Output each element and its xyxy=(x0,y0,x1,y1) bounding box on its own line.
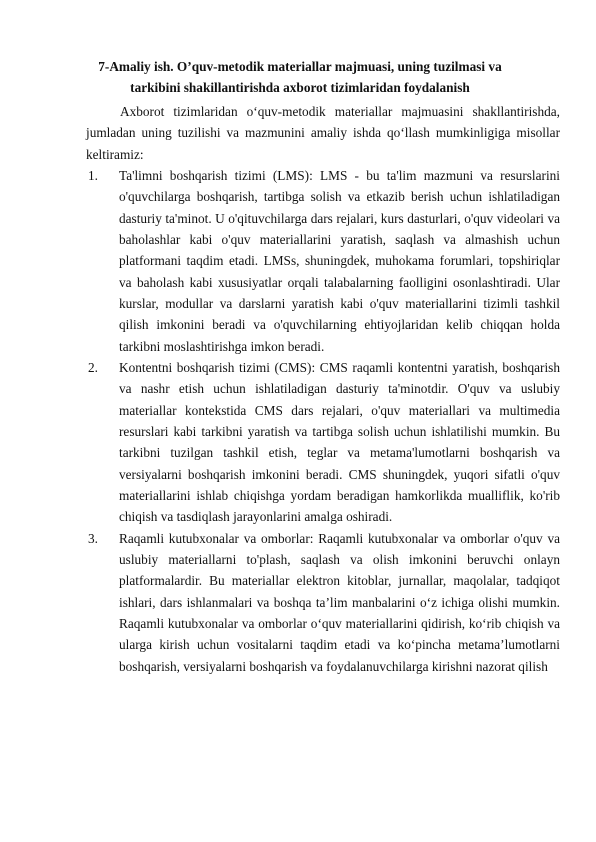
numbered-list xyxy=(86,165,560,677)
list-item-number: 2. xyxy=(88,359,98,375)
title-line-2: tarkibini shakillantirishda axborot tizimlaridan foydalanish xyxy=(130,80,470,95)
list-item-number: 1. xyxy=(88,168,98,183)
page-title xyxy=(80,56,520,98)
list-item-text: Raqamli kutubxonalar va omborlar: Raqamli kutubxonalar va omborlar o'quv va uslubiy materiallarni to'plash, saqlash va olish imkonini beruvchi onlayn platformalardir. Bu materiallar elektron kitoblar, jurnallar, maqolalar, tadqiqot ishlari, dars ishlanmalari va boshqa ta’lim manbalarini o‘z ichiga olishi mumkin. Raqamli kutubxonalar va omborlar o‘quv materiallarini qidirish, ko‘rib chiqish va ularga kirish uchun vositalarni taqdim etadi va ko‘pincha metama’lumotlarni boshqarish, versiyalarni boshqarish va foydalanuvchilarga kirishni nazorat qilish xyxy=(119,530,560,674)
list-item-number: 3. xyxy=(88,530,98,546)
list-item-text: Kontentni boshqarish tizimi (CMS): CMS raqamli kontentni yaratish, boshqarish va nashr etish uchun ishlatiladigan dasturiy ta'minotdir. O'quv va uslubiy materiallar kontekstida CMS dars rejalari, o'quv materiallari va multimedia resurslari kabi tarkibni yaratish va tartibga solish uchun ishlatilishi mumkin. Bu tarkibni tuzilgan tashkil etish, teglar va metama'lumotlarni boshqarish va versiyalarni boshqarish imkonini beradi. CMS shuningdek, yuqori sifatli o'quv materiallarini ishlab chiqishga yordam beradigan hamkorlikda mualliflik, ko'rib chiqish va tasdiqlash jarayonlarini amalga oshiradi. xyxy=(119,359,560,525)
intro-paragraph: Axborot tizimlaridan o‘quv-metodik materiallar majmuasini shakllantirishda, jumladan uning tuzilishi va mazmunini amaliy ishda qo‘llash mumkinligiga misollar keltiramiz: xyxy=(86,104,560,162)
title-line-1: 7-Amaliy ish. O’quv-metodik materiallar majmuasi, uning tuzilmasi va xyxy=(98,59,502,74)
list-item xyxy=(86,357,560,528)
list-item xyxy=(86,165,560,357)
list-item-text: Ta'limni boshqarish tizimi (LMS): LMS - bu ta'lim mazmuni va resurslarini o'quvchilarga boshqarish, tartibga solish va etkazib berish uchun ishlatiladigan dasturiy ta'minot. U o'qituvchilarga dars rejalari, kurs dasturlari, o'quv videolari va baholashlar kabi o'quv materiallarini yaratish, saqlash va almashish uchun platformani taqdim etadi. LMSs, shuningdek, muhokama forumlari, topshiriqlar va baholash kabi xususiyatlar orqali talabalarning faolligini osonlashtiradi. Ular kurslar, modullar va darslarni yaratish kabi o'quv materiallarini tizimli tashkil qilish imkonini beradi va o'quvchilarning ehtiyojlaridan kelib chiqqan holda tarkibni moslashtirishga imkon beradi. xyxy=(119,168,560,354)
list-item xyxy=(86,528,560,677)
